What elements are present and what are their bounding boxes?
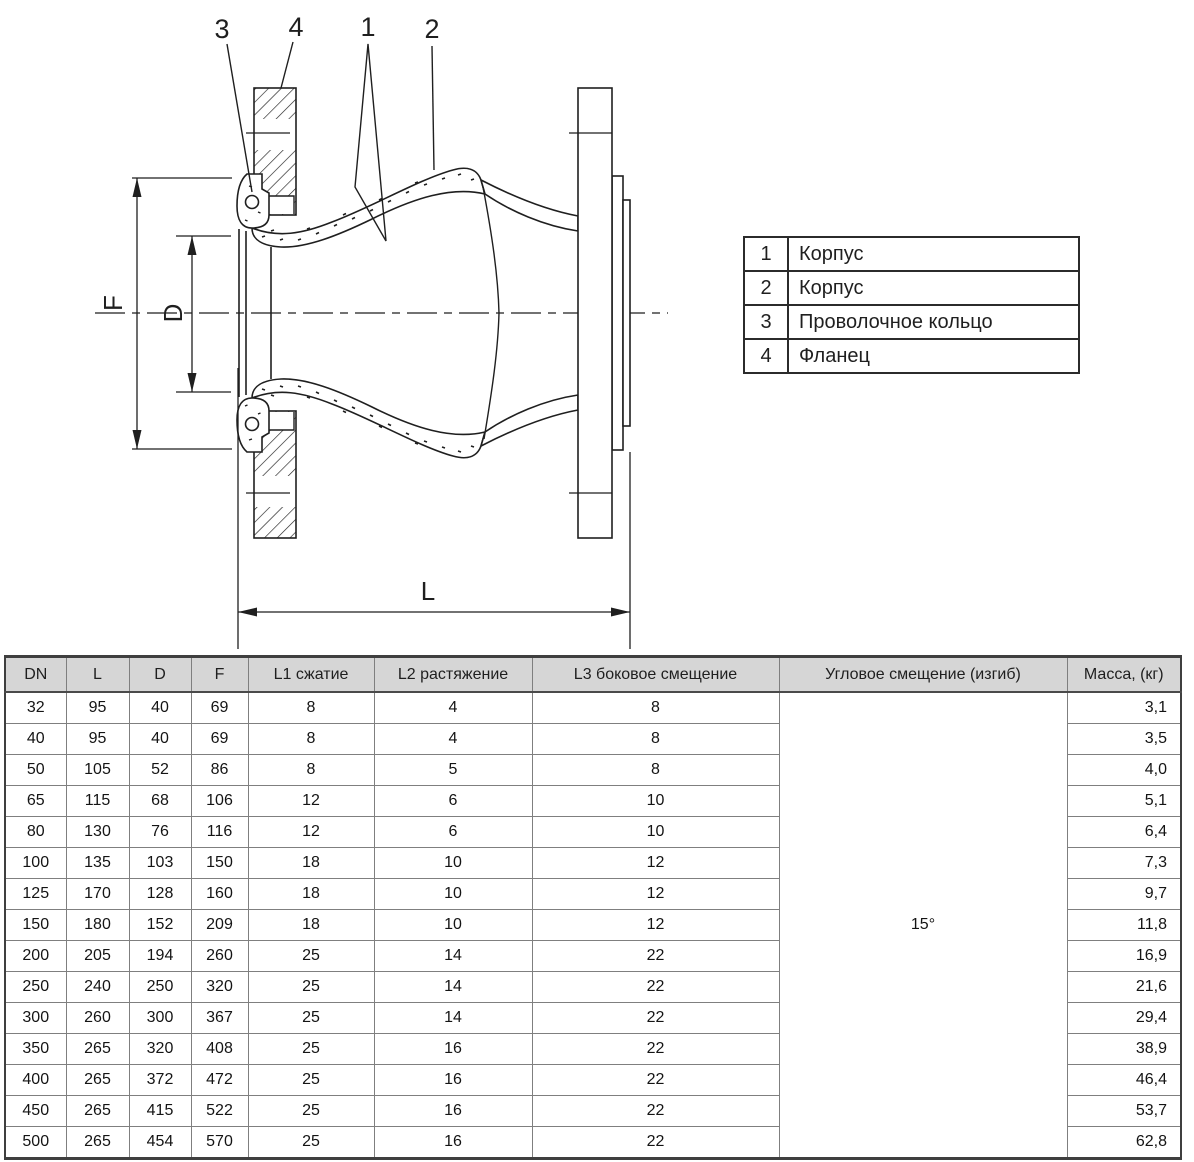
table-cell: 32	[5, 692, 66, 724]
table-cell: 14	[374, 1003, 532, 1034]
table-cell: 12	[532, 848, 779, 879]
callout-1-label: 1	[360, 12, 376, 42]
table-cell: 12	[248, 817, 374, 848]
table-cell: 128	[129, 879, 191, 910]
table-cell: 5,1	[1067, 786, 1181, 817]
legend-row	[744, 305, 1079, 339]
table-cell: 200	[5, 941, 66, 972]
table-cell: 25	[248, 1065, 374, 1096]
table-cell: 125	[5, 879, 66, 910]
legend-part-number: 4	[744, 339, 788, 373]
wire-ring-lower	[246, 418, 259, 431]
table-cell: 265	[66, 1034, 129, 1065]
table-cell: 16	[374, 1065, 532, 1096]
table-cell: 106	[191, 786, 248, 817]
table-cell: 205	[66, 941, 129, 972]
table-cell: 22	[532, 1003, 779, 1034]
table-cell: 260	[66, 1003, 129, 1034]
table-cell: 22	[532, 972, 779, 1003]
table-cell: 14	[374, 941, 532, 972]
table-cell: 86	[191, 755, 248, 786]
table-cell: 209	[191, 910, 248, 941]
table-cell: 3,1	[1067, 692, 1181, 724]
table-cell: 10	[532, 786, 779, 817]
table-cell: 8	[532, 755, 779, 786]
legend-part-name: Корпус	[788, 237, 1079, 271]
wire-ring-upper	[246, 196, 259, 209]
dim-D-label: D	[158, 303, 188, 323]
legend-part-name: Фланец	[788, 339, 1079, 373]
table-cell: 7,3	[1067, 848, 1181, 879]
legend-row	[744, 339, 1079, 373]
col-header-l1: L1 сжатие	[248, 657, 374, 693]
table-cell: 12	[532, 910, 779, 941]
table-cell: 400	[5, 1065, 66, 1096]
table-cell: 240	[66, 972, 129, 1003]
right-flange	[569, 88, 630, 538]
table-cell: 4	[374, 692, 532, 724]
table-cell: 472	[191, 1065, 248, 1096]
table-cell: 46,4	[1067, 1065, 1181, 1096]
table-cell: 5	[374, 755, 532, 786]
table-cell: 16	[374, 1034, 532, 1065]
table-cell: 40	[129, 724, 191, 755]
col-header-angular: Угловое смещение (изгиб)	[779, 657, 1067, 693]
table-cell: 18	[248, 848, 374, 879]
table-cell: 8	[532, 724, 779, 755]
table-cell: 6,4	[1067, 817, 1181, 848]
table-cell: 21,6	[1067, 972, 1181, 1003]
table-cell: 22	[532, 1096, 779, 1127]
table-cell: 10	[374, 910, 532, 941]
dim-L-label: L	[420, 576, 436, 606]
table-cell: 150	[191, 848, 248, 879]
table-cell: 367	[191, 1003, 248, 1034]
table-cell: 68	[129, 786, 191, 817]
legend-row	[744, 237, 1079, 271]
table-cell: 372	[129, 1065, 191, 1096]
table-cell: 320	[129, 1034, 191, 1065]
table-cell: 95	[66, 692, 129, 724]
table-cell: 76	[129, 817, 191, 848]
table-cell: 116	[191, 817, 248, 848]
table-cell: 415	[129, 1096, 191, 1127]
table-cell: 115	[66, 786, 129, 817]
legend-part-number: 1	[744, 237, 788, 271]
table-cell: 194	[129, 941, 191, 972]
table-cell: 25	[248, 1127, 374, 1159]
table-cell: 22	[532, 1127, 779, 1159]
table-cell: 4,0	[1067, 755, 1181, 786]
table-cell: 65	[5, 786, 66, 817]
table-cell: 6	[374, 786, 532, 817]
callout-2-label: 2	[424, 14, 440, 44]
table-cell: 22	[532, 1034, 779, 1065]
table-row	[5, 692, 1181, 724]
table-cell: 522	[191, 1096, 248, 1127]
table-cell: 570	[191, 1127, 248, 1159]
table-cell: 100	[5, 848, 66, 879]
table-cell: 14	[374, 972, 532, 1003]
col-header-f: F	[191, 657, 248, 693]
table-cell: 408	[191, 1034, 248, 1065]
table-cell: 8	[248, 755, 374, 786]
table-cell: 10	[532, 817, 779, 848]
table-cell: 10	[374, 879, 532, 910]
col-header-l2: L2 растяжение	[374, 657, 532, 693]
table-cell: 150	[5, 910, 66, 941]
table-cell: 80	[5, 817, 66, 848]
col-header-mass: Масса, (кг)	[1067, 657, 1181, 693]
bellows-lower-body2	[481, 395, 578, 446]
table-cell: 130	[66, 817, 129, 848]
table-cell: 350	[5, 1034, 66, 1065]
spec-header-row	[5, 657, 1181, 693]
table-cell: 6	[374, 817, 532, 848]
table-cell: 25	[248, 1034, 374, 1065]
table-cell: 3,5	[1067, 724, 1181, 755]
legend-part-name: Проволочное кольцо	[788, 305, 1079, 339]
table-cell: 11,8	[1067, 910, 1181, 941]
table-cell: 69	[191, 692, 248, 724]
table-cell: 16,9	[1067, 941, 1181, 972]
table-cell: 265	[66, 1127, 129, 1159]
table-cell: 300	[129, 1003, 191, 1034]
table-cell: 29,4	[1067, 1003, 1181, 1034]
table-cell: 53,7	[1067, 1096, 1181, 1127]
table-cell: 25	[248, 972, 374, 1003]
callout-3-label: 3	[214, 14, 230, 44]
spec-table-container	[4, 655, 1181, 1160]
table-cell: 50	[5, 755, 66, 786]
table-cell: 8	[532, 692, 779, 724]
table-cell: 170	[66, 879, 129, 910]
table-cell: 10	[374, 848, 532, 879]
table-cell: 40	[5, 724, 66, 755]
table-cell: 22	[532, 941, 779, 972]
table-cell: 25	[248, 1003, 374, 1034]
table-cell: 52	[129, 755, 191, 786]
spec-table	[4, 655, 1182, 1160]
table-cell: 16	[374, 1127, 532, 1159]
table-cell: 320	[191, 972, 248, 1003]
table-cell: 135	[66, 848, 129, 879]
parts-legend	[743, 236, 1080, 374]
col-header-dn: DN	[5, 657, 66, 693]
table-cell: 62,8	[1067, 1127, 1181, 1159]
joint-section	[95, 42, 668, 649]
col-header-l: L	[66, 657, 129, 693]
table-cell: 105	[66, 755, 129, 786]
table-cell: 69	[191, 724, 248, 755]
bellows-upper-body2	[481, 180, 578, 231]
col-header-d: D	[129, 657, 191, 693]
col-header-l3: L3 боковое смещение	[532, 657, 779, 693]
table-cell: 265	[66, 1065, 129, 1096]
callout-4-label: 4	[288, 12, 304, 42]
legend-part-number: 2	[744, 271, 788, 305]
table-cell: 103	[129, 848, 191, 879]
table-cell: 500	[5, 1127, 66, 1159]
table-cell: 450	[5, 1096, 66, 1127]
table-cell: 152	[129, 910, 191, 941]
table-cell: 8	[248, 692, 374, 724]
table-cell: 180	[66, 910, 129, 941]
table-cell: 4	[374, 724, 532, 755]
table-cell: 16	[374, 1096, 532, 1127]
table-cell: 260	[191, 941, 248, 972]
table-cell: 40	[129, 692, 191, 724]
table-cell: 38,9	[1067, 1034, 1181, 1065]
table-cell: 25	[248, 1096, 374, 1127]
dim-F-label: F	[98, 295, 128, 311]
table-cell: 18	[248, 879, 374, 910]
spec-table-body	[5, 692, 1181, 1159]
table-cell: 95	[66, 724, 129, 755]
table-cell: 18	[248, 910, 374, 941]
legend-part-name: Корпус	[788, 271, 1079, 305]
table-cell: 12	[532, 879, 779, 910]
table-cell: 12	[248, 786, 374, 817]
table-cell: 8	[248, 724, 374, 755]
table-cell: 9,7	[1067, 879, 1181, 910]
table-cell: 22	[532, 1065, 779, 1096]
table-cell: 265	[66, 1096, 129, 1127]
table-cell: 250	[5, 972, 66, 1003]
angular-displacement-cell: 15°	[779, 692, 1067, 1159]
table-cell: 454	[129, 1127, 191, 1159]
legend-part-number: 3	[744, 305, 788, 339]
table-cell: 25	[248, 941, 374, 972]
table-cell: 160	[191, 879, 248, 910]
legend-row	[744, 271, 1079, 305]
table-cell: 250	[129, 972, 191, 1003]
table-cell: 300	[5, 1003, 66, 1034]
